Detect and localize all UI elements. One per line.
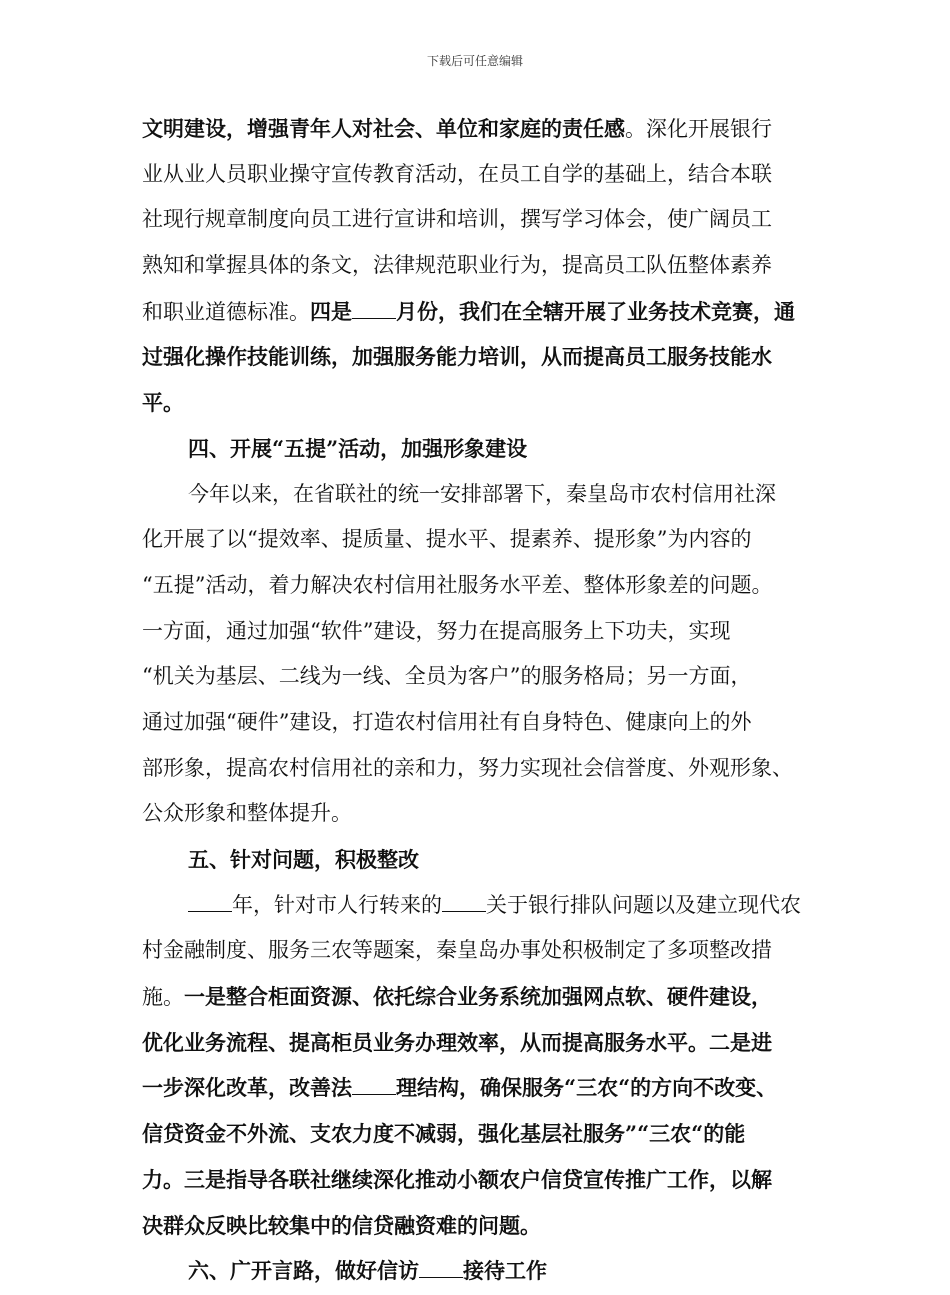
page-header-note: 下载后可任意编辑 <box>426 54 523 68</box>
bold-text: 月份，我们在全辖开展了业务技术竞赛，通 <box>396 298 795 324</box>
text-line: 一方面，通过加强“软件”建设，努力在提高服务上下功夫，实现 <box>142 618 731 643</box>
text-line: “机关为基层、二线为一线、全员为客户”的服务格局；另一方面， <box>142 664 752 689</box>
text: 和职业道德标准。 <box>142 299 310 324</box>
text-line: 社现行规章制度向员工进行宣讲和培训，撰写学习体会，使广阔员工 <box>142 207 772 232</box>
text-line: 通过加强“硬件”建设，打造农村信用社有自身特色、健康向上的外 <box>142 709 752 734</box>
text-line <box>142 1065 832 1111</box>
text-line <box>142 974 832 1020</box>
bold-text: 一步深化改革，改善法 <box>142 1075 352 1101</box>
text-line: 村金融制度、服务三农等题案，秦皇岛办事处积极制定了多项整改措 <box>142 938 772 963</box>
text-line: 优化业务流程、提高柜员业务办理效率，从而提高服务水平。二是进 <box>142 1029 772 1055</box>
text-line: “五提”活动，着力解决农村信用社服务水平差、整体形象差的问题。 <box>142 572 773 597</box>
text-line: 部形象，提高农村信用社的亲和力，努力实现社会信誉度、外观形象、 <box>142 755 793 780</box>
text: 施。 <box>142 985 184 1010</box>
text: 关于银行排队问题以及建立现代农 <box>486 892 801 917</box>
text-line: 力。三是指导各联社继续深化推动小额农户信贷宣传推广工作，以解 <box>142 1166 772 1192</box>
blank-underline <box>442 883 486 912</box>
bold-text: 理结构，确保服务“三农“的方向不改变、 <box>396 1075 778 1101</box>
text-line <box>142 883 832 929</box>
text-line: 今年以来，在省联社的统一安排部署下，秦皇岛市农村信用社深 <box>188 481 776 506</box>
text-line: 熟知和掌握具体的条文，法律规范职业行为，提高员工队伍整体素养 <box>142 253 772 278</box>
text-line: 过强化操作技能训练，加强服务能力培训，从而提高员工服务技能水 <box>142 344 772 370</box>
section-heading <box>142 1248 832 1294</box>
text-line: 决群众反映比较集中的信贷融资难的问题。 <box>142 1212 541 1238</box>
text: 。深化开展银行 <box>625 117 772 141</box>
section-heading: 五、针对问题，积极整改 <box>188 847 419 872</box>
text-line: 信贷资金不外流、支农力度不减弱，强化基层社服务”“三农“的能 <box>142 1121 746 1147</box>
blank-underline <box>352 290 396 319</box>
bold-text: 接待工作 <box>463 1258 547 1284</box>
text-line: 公众形象和整体提升。 <box>142 801 352 826</box>
bold-text: 六、广开言路，做好信访 <box>188 1258 419 1284</box>
bold-text: 文明建设，增强青年人对社会、单位和家庭的责任感 <box>142 116 625 141</box>
bold-text: 一是整合柜面资源、依托综合业务系统加强网点软、硬件建设， <box>184 984 772 1010</box>
text: 年，针对市人行转来的 <box>232 892 442 917</box>
blank-underline <box>188 883 232 912</box>
blank-underline <box>419 1249 463 1278</box>
blank-underline <box>352 1066 396 1095</box>
text-line: 业从业人员职业操守宣传教育活动，在员工自学的基础上，结合本联 <box>142 161 772 186</box>
document-body <box>142 106 832 1294</box>
text-line <box>142 106 832 152</box>
text-line <box>142 289 832 335</box>
text-line: 平。 <box>142 390 184 416</box>
text-line: 化开展了以“提效率、提质量、提水平、提素养、提形象”为内容的 <box>142 527 752 552</box>
section-heading: 四、开展“五提”活动，加强形象建设 <box>188 435 528 461</box>
bold-text: 四是 <box>310 298 352 324</box>
